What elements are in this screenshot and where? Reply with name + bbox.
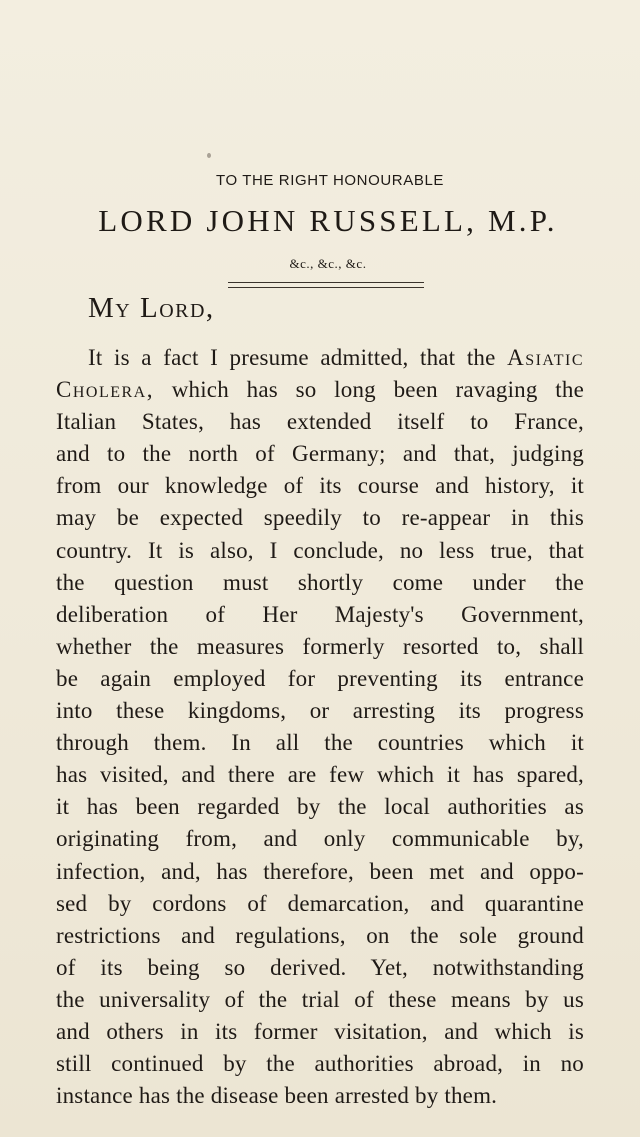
text-line [56,791,584,823]
text-line [56,502,584,534]
text-line [56,984,584,1016]
text-line [56,888,584,920]
text-run: be again employed for preventing its entrance [56,665,584,691]
text-line [56,599,584,631]
text-run: it has been regarded by the local authorities as [56,794,584,820]
text-line [56,920,584,952]
text-line [56,567,584,599]
double-rule-divider [228,282,424,288]
text-run: of its being so derived. Yet, notwithstanding [56,954,584,980]
text-run: into these kingdoms, or arresting its progress [56,698,584,724]
text-line [56,342,584,374]
text-run: the universality of the trial of these means by us [56,986,584,1012]
text-line [56,631,584,663]
text-run: the question must shortly come under the [56,569,584,595]
text-run: still continued by the authorities abroad, in no [56,1051,584,1077]
text-run: It is a fact I presume admitted, that the [88,345,508,370]
text-line [56,406,584,438]
text-run: instance has the disease been arrested by them. [56,1083,498,1109]
text-run: deliberation of Her Majesty's Government, [56,601,584,627]
text-run: may be expected speedily to re-appear in this [56,505,584,531]
text-line [56,374,584,406]
text-line [56,438,584,470]
text-line [56,856,584,888]
text-line [56,759,584,791]
text-run: whether the measures formerly resorted to, shall [56,633,584,659]
ink-speck [207,153,211,158]
text-line [56,663,584,695]
text-run: has visited, and there are few which it has spared, [56,762,584,788]
text-line [56,952,584,984]
text-line [56,823,584,855]
etcetera-line: &c., &c., &c. [289,256,367,271]
text-run: and others in its former visitation, and which is [56,1018,584,1044]
text-run: originating from, and only communicable by, [56,826,584,852]
text-line [56,1016,584,1048]
small-caps-run: Cholera, [56,377,154,403]
text-run: and to the north of Germany; and that, judging [56,441,584,467]
addressee-name: LORD JOHN RUSSELL, M.P. [98,203,558,238]
text-line [56,695,584,727]
text-run: country. It is also, I conclude, no less true, that [56,537,584,563]
text-run: which has so long been ravaging the [153,377,584,403]
salutation: My Lord, [88,292,215,324]
text-run: restrictions and regulations, on the sole ground [56,922,584,948]
text-run: infection, and, has therefore, been met and oppo- [56,858,584,884]
small-caps-run: Asiatic [507,345,584,370]
text-line [56,1048,584,1080]
text-run: Italian States, has extended itself to France, [56,409,584,435]
text-line [56,470,584,502]
text-run: from our knowledge of its course and history, it [56,473,584,499]
letter-body [56,342,584,1112]
text-line [56,535,584,567]
dedication-line: TO THE RIGHT HONOURABLE [215,172,444,189]
text-line [56,727,584,759]
text-run: sed by cordons of demarcation, and quarantine [56,890,584,916]
text-run: through them. In all the countries which it [56,730,584,756]
text-line [56,1080,584,1112]
